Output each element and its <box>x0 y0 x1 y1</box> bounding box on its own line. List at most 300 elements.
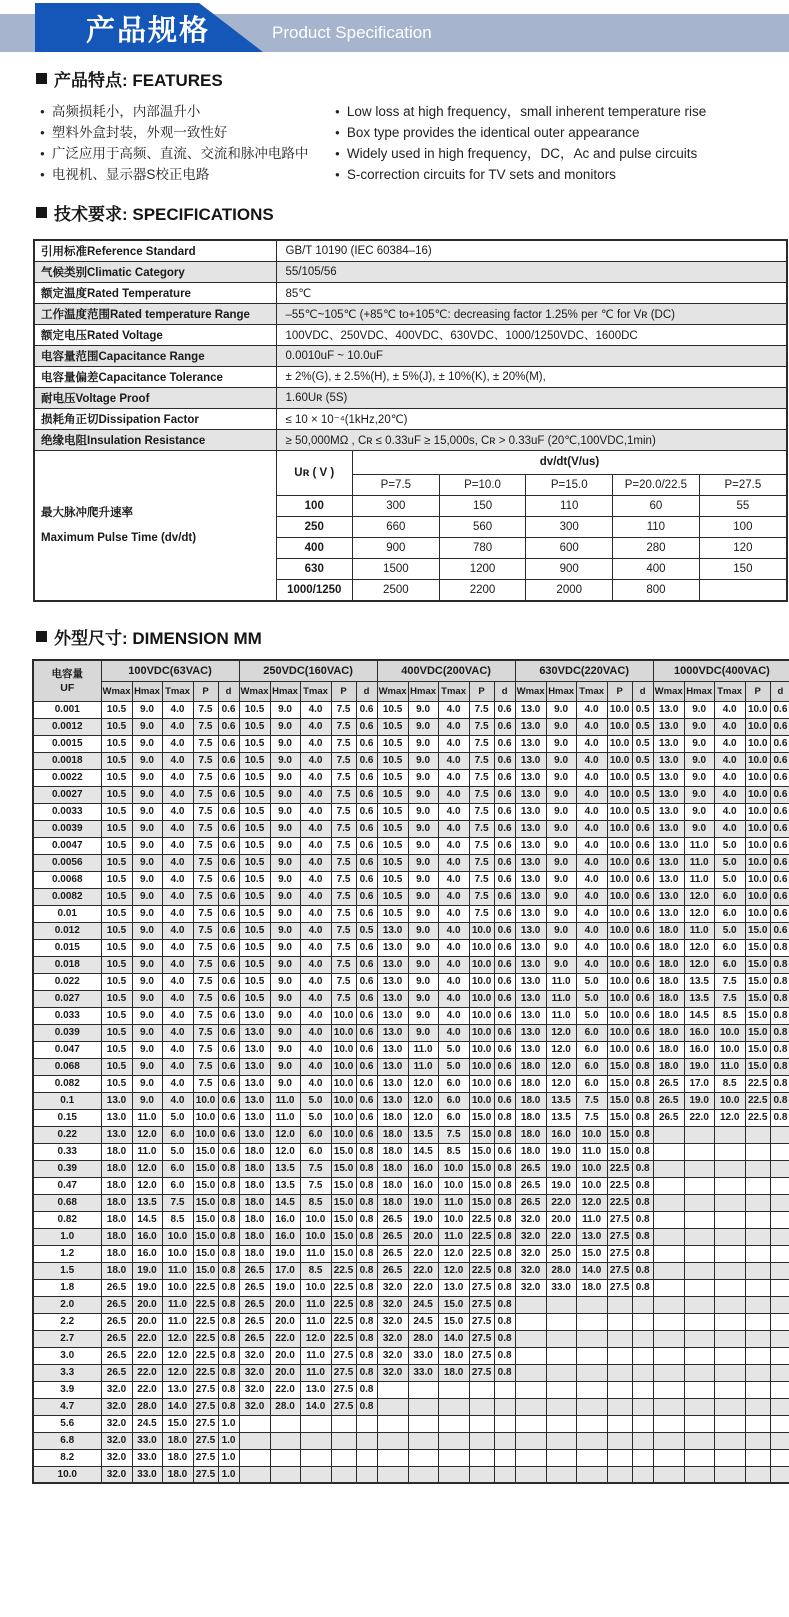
dim-value: 0.6 <box>494 1041 515 1058</box>
dim-value: 13.0 <box>653 769 684 786</box>
dim-value: 12.0 <box>162 1347 193 1364</box>
dim-value: 0.6 <box>218 1041 239 1058</box>
dim-value: 10.5 <box>101 786 132 803</box>
dim-value <box>469 1449 494 1466</box>
dim-value: 11.0 <box>162 1313 193 1330</box>
dim-value: 7.5 <box>331 701 356 718</box>
dim-subheader: Wmax <box>515 681 546 701</box>
dim-value: 13.0 <box>377 990 408 1007</box>
dim-value: 15.0 <box>469 1109 494 1126</box>
dim-value: 9.0 <box>546 837 576 854</box>
dim-value: 4.0 <box>300 769 331 786</box>
dim-value: 32.0 <box>101 1381 132 1398</box>
dim-value <box>770 1296 789 1313</box>
dim-value: 15.0 <box>331 1228 356 1245</box>
dim-value <box>377 1381 408 1398</box>
dim-value: 10.0 <box>745 888 770 905</box>
dim-value: 10.0 <box>331 1041 356 1058</box>
dim-value: 4.0 <box>576 888 607 905</box>
dim-value: 0.6 <box>632 871 653 888</box>
dim-value <box>653 1194 684 1211</box>
dim-value <box>745 1211 770 1228</box>
feature-item <box>335 122 775 143</box>
dim-value <box>684 1415 714 1432</box>
dim-value <box>408 1398 438 1415</box>
dim-value: 0.8 <box>770 1007 789 1024</box>
dim-cap-value: 3.9 <box>33 1381 101 1398</box>
dim-cap-value: 0.0056 <box>33 854 101 871</box>
dim-value <box>632 1466 653 1483</box>
dim-value: 10.0 <box>162 1228 193 1245</box>
dim-value <box>607 1296 632 1313</box>
dim-value: 32.0 <box>101 1432 132 1449</box>
dim-value: 32.0 <box>101 1415 132 1432</box>
dim-value: 9.0 <box>270 786 300 803</box>
dim-value: 7.5 <box>162 1194 193 1211</box>
dim-value: 9.0 <box>684 752 714 769</box>
dim-row <box>33 1364 789 1381</box>
dim-value: 10.0 <box>607 1041 632 1058</box>
dim-value: 32.0 <box>515 1262 546 1279</box>
dim-value: 10.5 <box>101 837 132 854</box>
dim-value <box>546 1364 576 1381</box>
dim-value <box>546 1398 576 1415</box>
dim-value: 32.0 <box>515 1279 546 1296</box>
dim-value: 0.6 <box>218 820 239 837</box>
dim-value <box>239 1432 270 1449</box>
dim-value: 1.0 <box>218 1432 239 1449</box>
spec-value: ± 2%(G), ± 2.5%(H), ± 5%(J), ± 10%(K), ± 20%(M), <box>276 367 787 388</box>
dim-value <box>770 1432 789 1449</box>
dim-value <box>515 1347 546 1364</box>
dim-value: 4.0 <box>576 922 607 939</box>
dim-value: 0.6 <box>494 1058 515 1075</box>
dim-subheader: Tmax <box>162 681 193 701</box>
dim-cap-value: 0.033 <box>33 1007 101 1024</box>
dim-value: 15.0 <box>193 1228 218 1245</box>
dim-value: 32.0 <box>377 1279 408 1296</box>
dim-value: 7.5 <box>469 752 494 769</box>
dim-value: 7.5 <box>331 854 356 871</box>
dim-value: 18.0 <box>162 1466 193 1483</box>
dim-value <box>770 1160 789 1177</box>
dim-value: 11.0 <box>270 1092 300 1109</box>
dim-value <box>770 1228 789 1245</box>
dim-value: 10.5 <box>239 752 270 769</box>
dim-value <box>438 1381 469 1398</box>
dim-value: 4.0 <box>714 786 745 803</box>
dim-value: 0.6 <box>356 854 377 871</box>
dim-value: 18.0 <box>653 1058 684 1075</box>
dim-value: 10.5 <box>239 990 270 1007</box>
dim-value: 0.8 <box>494 1228 515 1245</box>
dim-value <box>576 1347 607 1364</box>
dim-value: 0.6 <box>218 854 239 871</box>
dim-cap-value: 0.0068 <box>33 871 101 888</box>
dim-value <box>607 1313 632 1330</box>
dim-value: 0.8 <box>494 1177 515 1194</box>
dim-value: 0.6 <box>494 1143 515 1160</box>
dim-value <box>653 1160 684 1177</box>
dim-cap-value: 5.6 <box>33 1415 101 1432</box>
dim-value: 0.6 <box>356 1041 377 1058</box>
dim-value <box>684 1126 714 1143</box>
dim-value: 26.5 <box>239 1313 270 1330</box>
dim-value: 4.0 <box>438 1007 469 1024</box>
dim-value: 9.0 <box>270 701 300 718</box>
square-bullet-icon <box>36 73 47 84</box>
dim-value: 28.0 <box>408 1330 438 1347</box>
dim-value: 10.0 <box>469 1007 494 1024</box>
dim-value <box>714 1449 745 1466</box>
dim-value: 16.0 <box>408 1177 438 1194</box>
dim-value <box>515 1398 546 1415</box>
dim-value <box>607 1398 632 1415</box>
dim-row <box>33 888 789 905</box>
dim-value: 11.0 <box>408 1058 438 1075</box>
dim-value: 9.0 <box>546 786 576 803</box>
dim-value: 10.5 <box>377 752 408 769</box>
dim-value: 0.6 <box>356 956 377 973</box>
dim-value: 12.0 <box>300 1330 331 1347</box>
dim-value: 6.0 <box>438 1075 469 1092</box>
dim-value <box>684 1466 714 1483</box>
dim-value: 0.8 <box>218 1194 239 1211</box>
dim-value: 18.0 <box>653 990 684 1007</box>
dim-value: 7.5 <box>331 837 356 854</box>
dim-value: 9.0 <box>408 837 438 854</box>
pulse-value: 2000 <box>526 579 613 600</box>
dim-value: 0.8 <box>356 1160 377 1177</box>
dim-value: 14.0 <box>300 1398 331 1415</box>
dim-value <box>714 1313 745 1330</box>
features-section <box>40 101 789 185</box>
dim-value: 27.5 <box>469 1296 494 1313</box>
dim-row <box>33 1313 789 1330</box>
dim-subheader: P <box>607 681 632 701</box>
dim-value: 0.6 <box>770 769 789 786</box>
dim-value <box>632 1381 653 1398</box>
dim-value: 32.0 <box>101 1466 132 1483</box>
dim-value: 26.5 <box>377 1228 408 1245</box>
dim-value: 13.0 <box>377 1041 408 1058</box>
dim-value: 10.0 <box>745 735 770 752</box>
spec-label: 耐电压Voltage Proof <box>34 388 276 409</box>
dim-value: 18.0 <box>101 1228 132 1245</box>
dim-value: 16.0 <box>270 1228 300 1245</box>
dim-value: 10.0 <box>300 1228 331 1245</box>
dim-value: 9.0 <box>132 1092 162 1109</box>
dim-value <box>653 1330 684 1347</box>
dim-value: 22.5 <box>469 1262 494 1279</box>
dim-value: 0.8 <box>356 1347 377 1364</box>
dim-value: 20.0 <box>546 1211 576 1228</box>
dim-value: 13.5 <box>684 990 714 1007</box>
dim-value: 0.6 <box>632 990 653 1007</box>
dim-value: 15.0 <box>331 1177 356 1194</box>
dim-value: 15.0 <box>331 1211 356 1228</box>
dim-value: 13.0 <box>515 1007 546 1024</box>
dim-value: 0.6 <box>356 1024 377 1041</box>
dim-value: 18.0 <box>515 1058 546 1075</box>
dim-value: 14.0 <box>576 1262 607 1279</box>
dim-value: 5.0 <box>300 1092 331 1109</box>
dim-value: 0.8 <box>494 1211 515 1228</box>
dim-cap-value: 1.2 <box>33 1245 101 1262</box>
dim-value: 10.0 <box>331 1126 356 1143</box>
dim-value: 10.0 <box>576 1160 607 1177</box>
dim-value: 11.0 <box>684 854 714 871</box>
dim-row <box>33 752 789 769</box>
dim-value: 32.0 <box>239 1381 270 1398</box>
dim-value: 20.0 <box>270 1347 300 1364</box>
dim-value: 7.5 <box>331 752 356 769</box>
dim-value: 10.0 <box>714 1024 745 1041</box>
dim-value: 4.0 <box>300 718 331 735</box>
dim-value: 6.0 <box>576 1024 607 1041</box>
dim-value <box>653 1143 684 1160</box>
dim-value: 4.0 <box>300 752 331 769</box>
dim-value: 10.0 <box>438 1160 469 1177</box>
dim-value: 4.0 <box>576 718 607 735</box>
bullet-icon: ● <box>40 107 45 116</box>
dim-cap-value: 0.0022 <box>33 769 101 786</box>
dim-value: 27.5 <box>607 1262 632 1279</box>
dim-value: 32.0 <box>377 1347 408 1364</box>
dim-value: 4.0 <box>576 871 607 888</box>
dim-value: 7.5 <box>193 990 218 1007</box>
dim-value <box>653 1432 684 1449</box>
dim-value: 4.0 <box>714 820 745 837</box>
dim-value: 4.0 <box>438 973 469 990</box>
dim-value: 9.0 <box>408 701 438 718</box>
dim-cap-value: 1.8 <box>33 1279 101 1296</box>
dim-value: 0.6 <box>218 769 239 786</box>
dim-value: 7.5 <box>193 803 218 820</box>
dim-value: 12.0 <box>408 1109 438 1126</box>
dim-value <box>714 1330 745 1347</box>
dim-value: 10.5 <box>377 871 408 888</box>
dim-value: 0.6 <box>356 1126 377 1143</box>
dim-value: 13.0 <box>377 1075 408 1092</box>
dim-value: 0.6 <box>356 1007 377 1024</box>
spec-label: 引用标准Reference Standard <box>34 240 276 262</box>
dim-value <box>684 1347 714 1364</box>
dim-value: 7.5 <box>469 769 494 786</box>
dim-cap-value: 0.0015 <box>33 735 101 752</box>
dim-value <box>270 1466 300 1483</box>
dim-value: 0.8 <box>356 1364 377 1381</box>
dim-value: 0.6 <box>770 837 789 854</box>
dim-value: 0.8 <box>770 1024 789 1041</box>
dim-value <box>745 1228 770 1245</box>
dim-value: 16.0 <box>408 1160 438 1177</box>
dim-value: 15.0 <box>469 1194 494 1211</box>
dim-value <box>576 1432 607 1449</box>
bullet-icon: ● <box>335 107 340 116</box>
dim-value: 4.0 <box>300 956 331 973</box>
dim-row <box>33 820 789 837</box>
dim-value <box>576 1313 607 1330</box>
dim-value: 9.0 <box>408 769 438 786</box>
pulse-value: 110 <box>526 495 613 516</box>
dim-value: 17.0 <box>684 1075 714 1092</box>
dim-value <box>745 1126 770 1143</box>
dim-value: 13.0 <box>377 922 408 939</box>
dim-value: 4.0 <box>576 803 607 820</box>
dim-value: 14.5 <box>270 1194 300 1211</box>
dim-value: 11.0 <box>162 1296 193 1313</box>
dimensions-heading <box>36 624 789 649</box>
spec-value: 85℃ <box>276 283 787 304</box>
dim-subheader: d <box>770 681 789 701</box>
dim-value: 10.0 <box>745 803 770 820</box>
dim-value: 9.0 <box>546 735 576 752</box>
dim-value: 6.0 <box>714 956 745 973</box>
dim-value: 7.5 <box>469 701 494 718</box>
dim-value: 0.8 <box>218 1398 239 1415</box>
spec-label: 气候类别Climatic Category <box>34 262 276 283</box>
dim-value: 18.0 <box>239 1177 270 1194</box>
dim-value: 4.0 <box>162 752 193 769</box>
spec-value: 100VDC、250VDC、400VDC、630VDC、1000/1250VDC、1600DC <box>276 325 787 346</box>
dim-value: 13.0 <box>653 854 684 871</box>
dim-subheader-row <box>33 681 789 701</box>
dim-value <box>494 1381 515 1398</box>
bullet-icon: ● <box>40 128 45 137</box>
dim-value: 5.0 <box>300 1109 331 1126</box>
dim-value: 13.0 <box>515 701 546 718</box>
dim-value: 12.0 <box>546 1075 576 1092</box>
dim-value: 10.0 <box>576 1177 607 1194</box>
dim-value: 0.6 <box>494 922 515 939</box>
dim-value: 26.5 <box>101 1347 132 1364</box>
dim-value: 0.8 <box>356 1330 377 1347</box>
dim-value: 0.6 <box>494 854 515 871</box>
dim-value: 0.8 <box>494 1347 515 1364</box>
dim-value: 4.0 <box>438 837 469 854</box>
dim-value: 15.0 <box>607 1109 632 1126</box>
dim-value: 33.0 <box>132 1432 162 1449</box>
pulse-value: 900 <box>353 537 440 558</box>
dim-value: 11.0 <box>132 1143 162 1160</box>
dim-value: 18.0 <box>653 922 684 939</box>
dim-value: 10.5 <box>101 820 132 837</box>
dim-value <box>515 1330 546 1347</box>
dim-value: 4.0 <box>576 820 607 837</box>
dim-value <box>239 1466 270 1483</box>
dim-row <box>33 1279 789 1296</box>
dim-value: 15.0 <box>745 922 770 939</box>
dim-value: 19.0 <box>684 1058 714 1075</box>
dim-value: 27.5 <box>193 1381 218 1398</box>
dim-value: 22.0 <box>132 1381 162 1398</box>
dim-value: 7.5 <box>193 1058 218 1075</box>
dim-value: 0.8 <box>218 1313 239 1330</box>
dim-value: 7.5 <box>331 871 356 888</box>
dim-value <box>714 1143 745 1160</box>
pulse-value: 780 <box>439 537 526 558</box>
dim-value: 9.0 <box>132 922 162 939</box>
dim-value: 4.0 <box>300 820 331 837</box>
dim-value: 9.0 <box>132 939 162 956</box>
dim-value: 9.0 <box>270 854 300 871</box>
dim-value: 0.8 <box>356 1262 377 1279</box>
dim-value: 18.0 <box>239 1143 270 1160</box>
dim-value: 4.0 <box>300 1024 331 1041</box>
dim-value: 0.8 <box>218 1279 239 1296</box>
dim-value: 15.0 <box>193 1245 218 1262</box>
dim-value: 11.0 <box>714 1058 745 1075</box>
dim-value: 7.5 <box>331 990 356 1007</box>
dim-value: 10.0 <box>607 922 632 939</box>
dim-value: 9.0 <box>270 1058 300 1075</box>
dim-value: 9.0 <box>270 922 300 939</box>
pulse-value: 300 <box>526 516 613 537</box>
dim-value: 10.5 <box>377 786 408 803</box>
dim-value: 10.0 <box>607 973 632 990</box>
dim-value: 10.0 <box>469 1024 494 1041</box>
dim-value: 10.0 <box>469 990 494 1007</box>
dim-value: 0.6 <box>218 888 239 905</box>
dim-value: 0.6 <box>632 1024 653 1041</box>
dim-value: 26.5 <box>101 1296 132 1313</box>
dim-value: 26.5 <box>515 1177 546 1194</box>
dim-cap-value: 0.0082 <box>33 888 101 905</box>
pulse-table-body <box>277 451 787 600</box>
dim-value: 0.6 <box>770 922 789 939</box>
dim-value: 12.0 <box>132 1160 162 1177</box>
dim-value: 13.0 <box>377 973 408 990</box>
feature-text: Box type provides the identical outer appearance <box>346 125 640 140</box>
dim-row <box>33 1398 789 1415</box>
dim-cap-value: 0.018 <box>33 956 101 973</box>
dim-value: 0.6 <box>494 1075 515 1092</box>
dim-value <box>684 1313 714 1330</box>
dim-value: 9.0 <box>408 735 438 752</box>
dim-value: 7.5 <box>331 922 356 939</box>
dim-value <box>745 1364 770 1381</box>
dim-value: 0.6 <box>218 735 239 752</box>
bullet-icon: ● <box>335 149 340 158</box>
dim-value: 9.0 <box>270 718 300 735</box>
dim-value: 13.0 <box>377 1092 408 1109</box>
dim-value <box>469 1432 494 1449</box>
dim-value: 0.5 <box>632 718 653 735</box>
dim-value: 10.5 <box>377 888 408 905</box>
dim-value: 32.0 <box>515 1211 546 1228</box>
dim-value: 26.5 <box>239 1262 270 1279</box>
dim-value: 13.0 <box>239 1058 270 1075</box>
dim-value: 6.0 <box>714 939 745 956</box>
dim-value <box>684 1364 714 1381</box>
pulse-p-header: P=10.0 <box>439 474 526 495</box>
dim-value: 7.5 <box>331 973 356 990</box>
dim-cap-value: 2.2 <box>33 1313 101 1330</box>
dim-value: 0.8 <box>632 1126 653 1143</box>
dim-value: 11.0 <box>684 837 714 854</box>
dim-value: 15.0 <box>469 1126 494 1143</box>
dim-value: 7.5 <box>469 854 494 871</box>
dim-value: 13.0 <box>515 871 546 888</box>
dim-value <box>377 1398 408 1415</box>
dim-value <box>576 1415 607 1432</box>
dim-value: 4.0 <box>438 1024 469 1041</box>
dim-value: 33.0 <box>132 1466 162 1483</box>
dim-value: 5.0 <box>714 922 745 939</box>
dim-voltage-group-header: 250VDC(160VAC) <box>239 660 377 681</box>
dim-row <box>33 1296 789 1313</box>
